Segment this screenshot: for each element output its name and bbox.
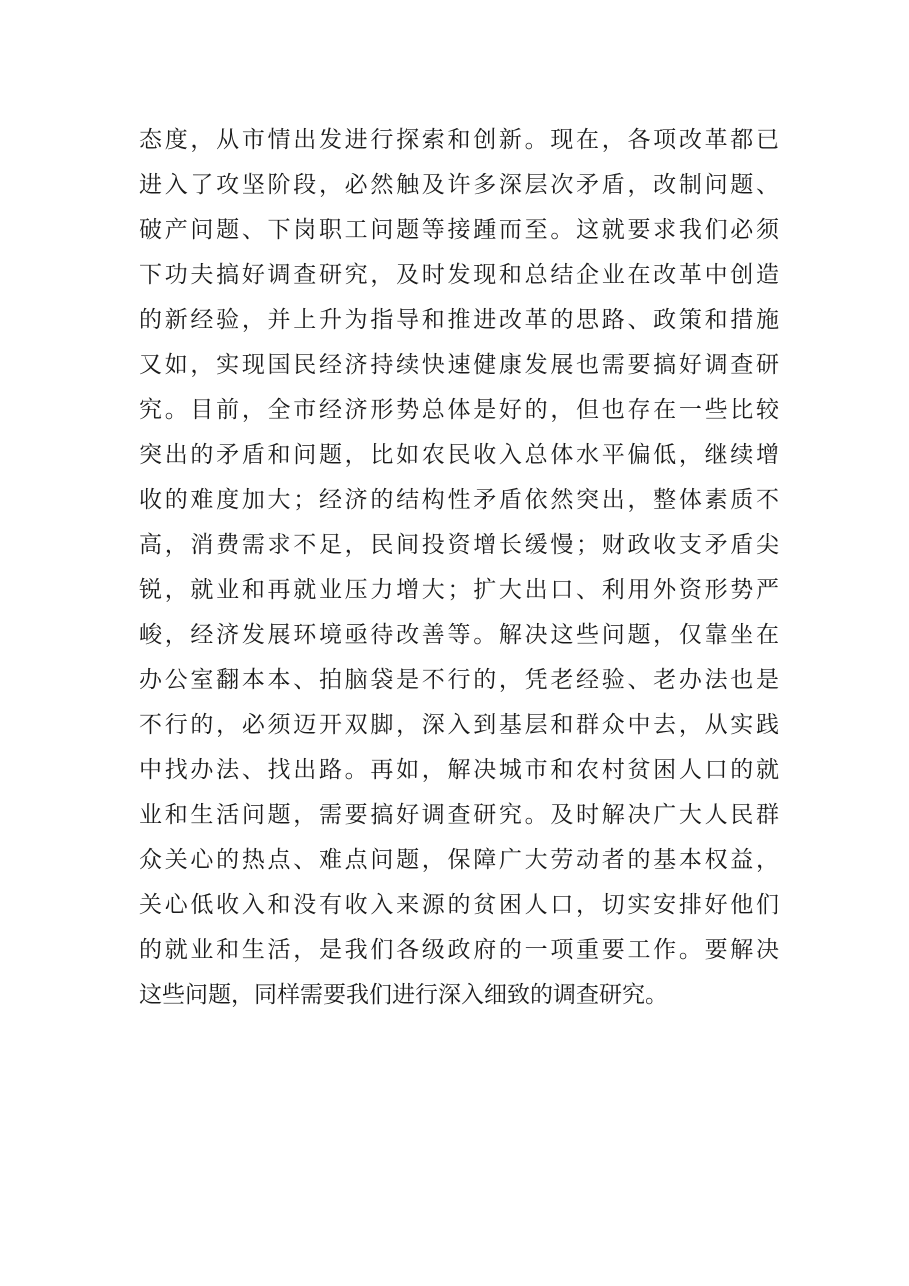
text-line: 的就业和生活，是我们各级政府的一项重要工作。要解决 [139,937,779,963]
text-line: 下功夫搞好调查研究，及时发现和总结企业在改革中创造 [139,262,779,288]
text-line: 破产问题、下岗职工问题等接踵而至。这就要求我们必须 [139,217,779,243]
text-line: 业和生活问题，需要搞好调查研究。及时解决广大人民群 [139,802,779,828]
text-line-last: 这些问题，同样需要我们进行深入细致的调查研究。 [139,982,668,1008]
text-line: 中找办法、找出路。再如，解决城市和农村贫困人口的就 [139,757,779,783]
text-line: 众关心的热点、难点问题，保障广大劳动者的基本权益， [139,847,779,873]
text-line: 办公室翻本本、拍脑袋是不行的，凭老经验、老办法也是 [139,667,779,693]
text-line: 又如，实现国民经济持续快速健康发展也需要搞好调查研 [139,352,779,378]
text-line: 峻，经济发展环境亟待改善等。解决这些问题，仅靠坐在 [139,622,779,648]
text-line: 收的难度加大；经济的结构性矛盾依然突出，整体素质不 [139,487,779,513]
text-line: 突出的矛盾和问题，比如农民收入总体水平偏低，继续增 [139,442,779,468]
text-line: 究。目前，全市经济形势总体是好的，但也存在一些比较 [139,397,779,423]
body-paragraph [139,118,779,1018]
text-line: 进入了攻坚阶段，必然触及许多深层次矛盾，改制问题、 [139,172,779,198]
text-line: 高，消费需求不足，民间投资增长缓慢；财政收支矛盾尖 [139,532,779,558]
text-line: 关心低收入和没有收入来源的贫困人口，切实安排好他们 [139,892,779,918]
text-line: 态度，从市情出发进行探索和创新。现在，各项改革都已 [139,127,779,153]
text-line: 的新经验，并上升为指导和推进改革的思路、政策和措施 [139,307,779,333]
text-line: 不行的，必须迈开双脚，深入到基层和群众中去，从实践 [139,712,779,738]
text-line: 锐，就业和再就业压力增大；扩大出口、利用外资形势严 [139,577,779,603]
